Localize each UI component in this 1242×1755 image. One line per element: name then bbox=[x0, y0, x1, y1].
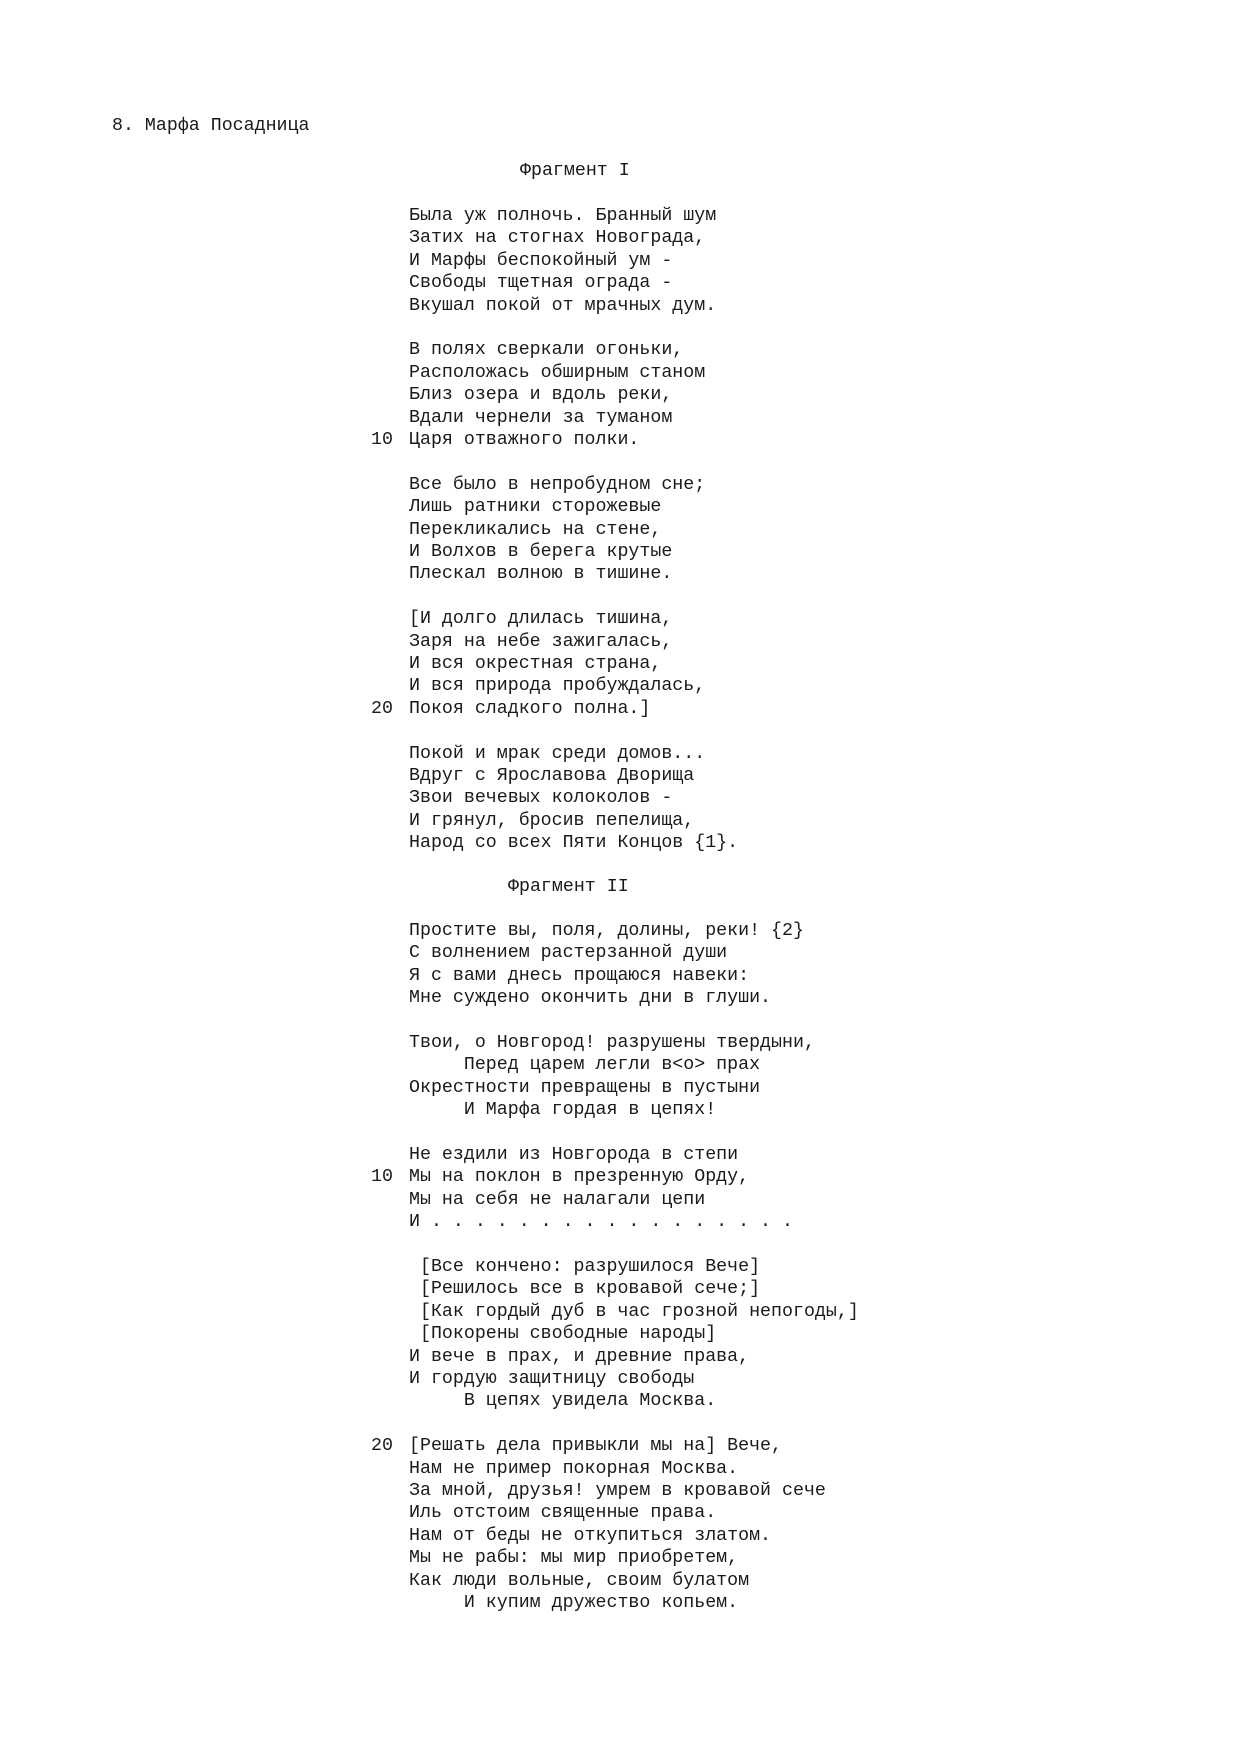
verse-line: Все было в непробудном сне; bbox=[409, 474, 706, 495]
verse-line: В полях сверкали огоньки, bbox=[409, 340, 684, 361]
verse-line: [Покорены свободные народы] bbox=[409, 1324, 717, 1345]
verse-line: Была уж полночь. Бранный шум bbox=[409, 206, 717, 226]
verse-line: Не ездили из Новгорода в степи bbox=[409, 1145, 739, 1165]
line-number: 20 bbox=[371, 1436, 393, 1457]
verse-line: Плескал волною в тишине. bbox=[409, 564, 673, 585]
verse-line: Мне суждено окончить дни в глуши. bbox=[409, 988, 772, 1009]
line-number: 20 bbox=[371, 698, 393, 719]
verse-line: И Марфа гордая в цепях! bbox=[409, 1100, 717, 1121]
fragment-2-heading: Фрагмент II bbox=[508, 877, 629, 897]
verse-line: И вече в прах, и древние права, bbox=[409, 1346, 750, 1367]
verse-line: И гордую защитницу свободы bbox=[409, 1369, 695, 1389]
verse-line: Затих на стогнах Новограда, bbox=[409, 228, 706, 249]
verse-line: Нам не пример покорная Москва. bbox=[409, 1458, 739, 1479]
verse-line: Покоя сладкого полна.] bbox=[409, 698, 651, 719]
verse-line: Иль отстоим священные права. bbox=[409, 1503, 717, 1524]
verse-line: Народ со всех Пяти Концов {1}. bbox=[409, 833, 739, 854]
verse-line: Мы на поклон в презренную Орду, bbox=[409, 1167, 750, 1188]
verse-line: [Как гордый дуб в час грозной непогоды,] bbox=[409, 1301, 859, 1322]
verse-line: Звои вечевых колоколов - bbox=[409, 788, 673, 809]
verse-line: Лишь ратники сторожевые bbox=[409, 497, 662, 518]
verse-line: Вдруг с Ярославова Дворища bbox=[409, 766, 695, 786]
verse-line: Твои, о Новгород! разрушены твердыни, bbox=[409, 1033, 815, 1053]
verse-line: Вкушал покой от мрачных дум. bbox=[409, 295, 717, 316]
verse-line: Покой и мрак среди домов... bbox=[409, 743, 706, 764]
verse-line: [И долго длилась тишина, bbox=[409, 609, 673, 630]
verse-line: Мы на себя не налагали цепи bbox=[409, 1189, 706, 1210]
verse-line: И . . . . . . . . . . . . . . . . . bbox=[409, 1212, 793, 1233]
verse-line: Нам от беды не откупиться златом. bbox=[409, 1525, 772, 1546]
verse-line: Свободы тщетная ограда - bbox=[409, 273, 673, 294]
line-number: 10 bbox=[371, 430, 393, 450]
verse-line: [Решилось все в кровавой сече;] bbox=[409, 1279, 761, 1300]
verse-line: Заря на небе зажигалась, bbox=[409, 631, 673, 652]
verse-line: Как люди вольные, своим булатом bbox=[409, 1570, 750, 1591]
verse-line: Перед царем легли в<о> прах bbox=[409, 1055, 761, 1076]
verse-line: И вся окрестная страна, bbox=[409, 654, 662, 674]
verse-line: [Все кончено: разрушилося Вече] bbox=[409, 1257, 761, 1277]
verse-line: Вдали чернели за туманом bbox=[409, 407, 673, 428]
verse-line: Близ озера и вдоль реки, bbox=[409, 385, 673, 406]
verse-line: И купим дружество копьем. bbox=[409, 1593, 739, 1613]
verse-line: Мы не рабы: мы мир приобретем, bbox=[409, 1548, 739, 1569]
verse-line: [Решать дела привыкли мы на] Вече, bbox=[409, 1436, 782, 1457]
verse-line: И грянул, бросив пепелища, bbox=[409, 810, 695, 831]
verse-line: В цепях увидела Москва. bbox=[409, 1391, 717, 1412]
verse-line: Расположась обширным станом bbox=[409, 362, 706, 383]
verse-line: Царя отважного полки. bbox=[409, 430, 640, 450]
verse-line: Простите вы, поля, долины, реки! {2} bbox=[409, 921, 804, 941]
line-number: 10 bbox=[371, 1167, 393, 1188]
verse-line: С волнением растерзанной души bbox=[409, 943, 728, 964]
verse-line: Окрестности превращены в пустыни bbox=[409, 1077, 761, 1098]
verse-line: И Марфы беспокойный ум - bbox=[409, 250, 673, 271]
verse-line: И Волхов в берега крутые bbox=[409, 542, 673, 562]
verse-line: И вся природа пробуждалась, bbox=[409, 676, 706, 697]
document-title: 8. Марфа Посадница bbox=[112, 116, 310, 136]
verse-line: Перекликались на стене, bbox=[409, 519, 662, 540]
verse-line: За мной, друзья! умрем в кровавой сече bbox=[409, 1481, 826, 1501]
fragment-1-heading: Фрагмент I bbox=[520, 161, 630, 181]
verse-line: Я с вами днесь прощаюся навеки: bbox=[409, 965, 750, 986]
